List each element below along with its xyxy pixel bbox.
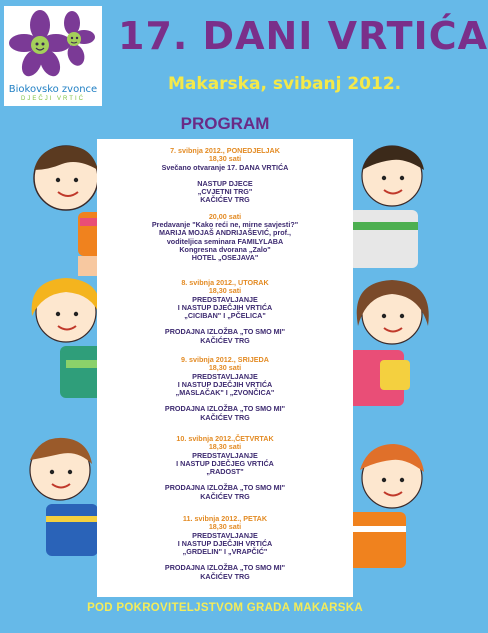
event-line: „CICIBAN" I „PČELICA" [184,311,266,321]
page-title: 17. DANI VRTIĆA [118,14,488,58]
event-line: „RADOST" [206,467,244,477]
event-time: 20,00 sati [208,211,242,221]
event-line: KAČIĆEV TRG [200,195,250,205]
event-line: voditeljica seminara FAMILYLABA [166,236,284,246]
page-subtitle: Makarska, svibanj 2012. [168,74,402,94]
child-illustration-left-2 [20,270,110,410]
day-date: 7. svibnja 2012., PONEDJELJAK [170,146,280,155]
event-line: NASTUP DJECE [197,178,253,188]
day-date: 9. svibnja 2012., SRIJEDA [181,355,269,364]
event-line: I NASTUP DJEČJIH VRTIĆA [177,379,273,389]
logo-name: Biokovsko zvonce [8,84,98,95]
child-illustration-right-1 [342,140,442,280]
event-line: PRODAJNA IZLOŽBA „TO SMO MI" [164,327,286,337]
day-date: 8. svibnja 2012., UTORAK [181,278,269,287]
event-line: KAČIĆEV TRG [200,571,250,581]
event-line: Kongresna dvorana „Zalo" [179,244,271,254]
event-line: KAČIĆEV TRG [200,335,250,345]
event-time: 18,30 sati [208,442,242,452]
day-date: 10. svibnja 2012.,ČETVRTAK [176,434,274,443]
event-line: I NASTUP DJEČJEG VRTIĆA [176,458,274,468]
schedule-day [100,435,350,501]
event-line: PRODAJNA IZLOŽBA „TO SMO MI" [164,404,286,414]
child-illustration-right-3 [340,430,440,580]
event-line: Svečano otvaranje 17. DANA VRTIĆA [161,162,289,172]
child-illustration-right-2 [340,270,440,420]
child-illustration-left-3 [16,420,106,570]
event-line: I NASTUP DJEČJIH VRTIĆA [177,302,273,312]
event-line: PRODAJNA IZLOŽBA „TO SMO MI" [164,483,286,493]
event-line: PRODAJNA IZLOŽBA „TO SMO MI" [164,563,286,573]
schedule-day [100,147,350,263]
child-illustration-left-1 [18,140,108,280]
program-heading: PROGRAM [180,114,270,133]
event-line: HOTEL „OSEJAVA" [191,253,259,263]
event-line: „GRDELIN" I „VRAPČIĆ" [182,547,268,557]
event-line: PREDSTAVLJANJE [192,294,258,304]
logo-subtitle: DJEČJI VRTIĆ [21,96,85,102]
event-time: 18,30 sati [208,522,242,532]
event-line: PREDSTAVLJANJE [192,530,258,540]
sponsor-footer: POD POKROVITELJSTVOM GRADA MAKARSKA [87,602,363,614]
event-line: PREDSTAVLJANJE [192,371,258,381]
event-line: I NASTUP DJEČJIH VRTIĆA [177,538,273,548]
event-line: PREDSTAVLJANJE [192,450,258,460]
day-date: 11. svibnja 2012., PETAK [182,514,268,523]
event-line: MARIJA MOJAŠ ANDRIJAŠEVIĆ, prof., [158,228,292,238]
program-panel [100,142,350,594]
kindergarten-logo [4,6,102,106]
schedule-day [100,515,350,581]
schedule-day [100,279,350,345]
flower-logo-icon [10,9,96,85]
event-line: KAČIĆEV TRG [200,412,250,422]
event-line: KAČIĆEV TRG [200,491,250,501]
event-time: 18,30 sati [208,363,242,373]
event-time: 18,30 sati [208,286,242,296]
event-line: „MASLAČAK" I „ZVONČICA" [175,388,275,398]
event-line: Predavanje "Kako reći ne, mirne savjesti?" [151,220,299,230]
schedule-day [100,356,350,422]
event-line: „CVJETNI TRG" [197,187,253,197]
event-time: 18,30 sati [208,154,242,164]
